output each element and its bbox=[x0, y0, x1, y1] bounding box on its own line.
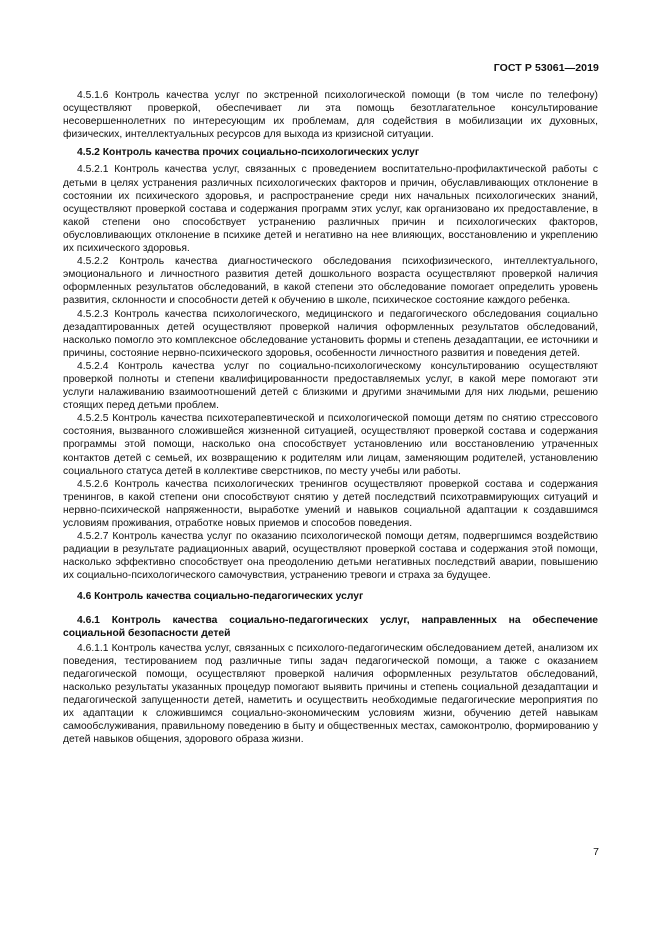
section-heading-4-6: 4.6 Контроль качества социально-педагогических услуг bbox=[77, 591, 364, 603]
clause-4-5-2-4: 4.5.2.4 Контроль качества услуг по социально-психологическому консультированию осуществляют проверкой полноты и степени квалифицированности предоставляемых услуг, в какой мере помогают эти услуги налаживанию взаимоотношений детей с близкими и другими значимыми для них людьми, решению стоящих перед детьми проблем. bbox=[63, 360, 598, 412]
clause-4-5-2-1: 4.5.2.1 Контроль качества услуг, связанных с проведением воспитательно-профилактической работы с детьми в целях устранения различных психологических факторов и причин, обуславливающих отклонение в состоянии их психического здоровья, и распространение среди них начальных психологических знаний, осуществляют проверкой состава и содержания программ этих услуг, как организовано их предоставление, в какой степени оно способствует устранению различных причин и психологических факторов, обусловливающих отклонение в психике детей и негативно на нее влияющих, восстановлению и укреплению их психического здоровья. bbox=[63, 164, 598, 255]
standard-number: ГОСТ Р 53061—2019 bbox=[493, 62, 599, 74]
section-heading-4-5-2: 4.5.2 Контроль качества прочих социально-психологических услуг bbox=[77, 147, 420, 159]
page-number: 7 bbox=[593, 846, 599, 858]
clause-4-6-1-1: 4.6.1.1 Контроль качества услуг, связанных с психолого-педагогическим обследованием детей, анализом их поведения, тестированием под различные типы задач педагогической помощи, а также с оказанием педагогической помощи, осуществляют проверкой наличия оформленных результатов обследований, насколько результаты указанных процедур помогают выявить причины и степень социальной дезадаптации и педагогической запущенности детей, наметить и осуществить необходимые педагогические мероприятия по их адаптации к сложившимся социально-экономическим условиям жизни, обучению детей навыкам самообслуживания, правильному поведению в быту и общественных местах, самоконтролю, формированию у детей навыков общения, здорового образа жизни. bbox=[63, 642, 598, 746]
clause-4-5-1-6: 4.5.1.6 Контроль качества услуг по экстренной психологической помощи (в том числе по телефону) осуществляют проверкой, обеспечивает ли эта помощь безотлагательное консультирование несовершеннолетних по интересующим их проблемам, для содействия в мобилизации их духовных, физических, интеллектуальных ресурсов для выхода из кризисной ситуации. bbox=[63, 90, 598, 141]
clause-4-5-2-3: 4.5.2.3 Контроль качества психологического, медицинского и педагогического обследования социально дезадаптированных детей осуществляют проверкой наличия оформленных результатов обследований, насколько помогло это комплексное обследование установить формы и степень дезадаптации, ее источники и причины, состояние нервно-психического здоровья, особенности личностного развития и поведения детей. bbox=[63, 308, 598, 359]
clause-4-5-2-7: 4.5.2.7 Контроль качества услуг по оказанию психологической помощи детям, подвергшимся воздействию радиации в результате радиационных аварий, осуществляют проверкой состава и содержания этой помощи, насколько эффективно способствует она преодолению детьми негативных последствий аварии, повышению их социально-психологического самочувствия, устранению тревоги и страха за будущее. bbox=[63, 531, 598, 582]
clause-4-5-2-6: 4.5.2.6 Контроль качества психологических тренингов осуществляют проверкой состава и содержания тренингов, в какой степени они способствуют снятию у детей последствий психотравмирующих ситуаций и нервно-психической напряженности, выработке умений и навыков социальной адаптации к создавшимся условиям проживания, отработке новых приемов и способов поведения. bbox=[63, 478, 598, 529]
clause-4-5-2-2: 4.5.2.2 Контроль качества диагностического обследования психофизического, интеллектуального, эмоционального и личностного развития детей дошкольного возраста осуществляют проверкой наличия оформленных результатов обследований, в какой степени это обследование помогает определить уровень развития, склонности и способности детей к обучению в школе, психическое состояние каждого ребенка. bbox=[63, 256, 598, 307]
clause-4-5-2-5: 4.5.2.5 Контроль качества психотерапевтической и психологической помощи детям по снятию стрессового состояния, вызванного сложившейся жизненной ситуацией, осуществляют проверкой состава и содержания программы этой помощи, насколько она способствует установлению или восстановлению утраченных контактов детей с семьей, их возвращению к родителям или лицам, заменяющим родителей, установлению социального статуса детей в коллективе сверстников, по месту учебы или работы. bbox=[63, 413, 598, 477]
document-body bbox=[63, 89, 598, 747]
section-heading-4-6-1: 4.6.1 Контроль качества социально-педагогических услуг, направленных на обеспечение социальной безопасности детей bbox=[63, 614, 598, 639]
